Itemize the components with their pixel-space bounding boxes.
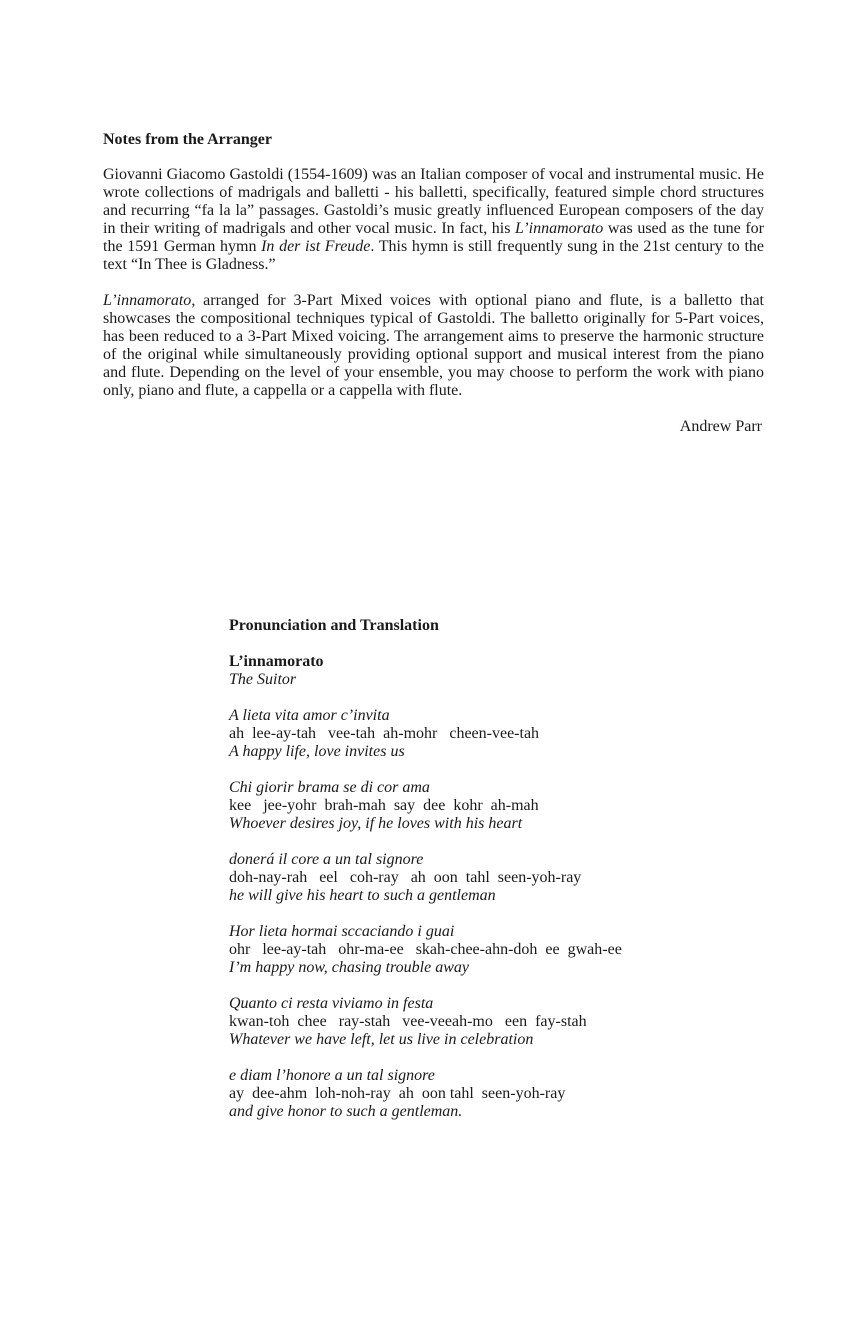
notes-p1-text-c: was used as the tune for the 1591 German hymn	[103, 220, 764, 255]
stanza-phonetic: kwan-toh chee ray-stah vee-veeah-mo een fay-stah	[229, 1013, 587, 1030]
stanza-phonetic: kee jee-yohr brah-mah say dee kohr ah-mah	[229, 797, 539, 814]
notes-p2-text-b: , arranged for 3-Part Mixed voices with optional piano and flute, is a balletto that showcases the compositional techniques typical of Gastoldi. The balletto originally for 5-Part voices, has been reduced to a 3-Part Mixed voicing. The arrangement aims to preserve the harmonic structure of the original while simultaneously providing optional support and musical interest from the piano and flute. Depending on the level of your ensemble, you may choose to perform the work with piano only, piano and flute, a cappella or a cappella with flute.	[103, 292, 764, 399]
notes-paragraph-2	[103, 292, 764, 400]
pronunciation-section	[229, 617, 749, 1139]
arranger-signature: Andrew Parr	[679, 418, 762, 435]
notes-paragraph-1	[103, 166, 764, 274]
stanza-phonetic: ah lee-ay-tah vee-tah ah-mohr cheen-vee-tah	[229, 725, 540, 742]
song-subtitle: The Suitor	[229, 671, 297, 688]
stanza-1	[229, 707, 749, 761]
stanza-italian: Hor lieta hormai sccaciando i guai	[229, 923, 455, 940]
stanza-3	[229, 851, 749, 905]
stanza-english: I’m happy now, chasing trouble away	[229, 959, 469, 976]
song-title-block	[229, 653, 749, 689]
stanza-4	[229, 923, 749, 977]
arranger-notes	[103, 131, 764, 436]
stanza-english: and give honor to such a gentleman.	[229, 1103, 463, 1120]
stanza-italian: Quanto ci resta viviamo in festa	[229, 995, 434, 1012]
stanza-english: A happy life, love invites us	[229, 743, 405, 760]
stanza-english: Whoever desires joy, if he loves with his heart	[229, 815, 523, 832]
stanza-italian: A lieta vita amor c’invita	[229, 707, 390, 724]
stanza-2	[229, 779, 749, 833]
stanza-english: he will give his heart to such a gentleman	[229, 887, 496, 904]
stanza-phonetic: ohr lee-ay-tah ohr-ma-ee skah-chee-ahn-doh ee gwah-ee	[229, 941, 622, 958]
notes-heading: Notes from the Arranger	[103, 131, 272, 148]
pronunciation-heading: Pronunciation and Translation	[229, 617, 439, 634]
stanza-italian: Chi giorir brama se di cor ama	[229, 779, 430, 796]
stanza-italian: donerá il core a un tal signore	[229, 851, 424, 868]
stanza-phonetic: ay dee-ahm loh-noh-ray ah oon tahl seen-yoh-ray	[229, 1085, 566, 1102]
stanza-phonetic: doh-nay-rah eel coh-ray ah oon tahl seen-yoh-ray	[229, 869, 582, 886]
song-title: L’innamorato	[229, 653, 324, 670]
notes-p1-text-e: . This hymn is still frequently sung in the 21st century to the text “In Thee is Gladness.”	[103, 238, 764, 273]
stanza-english: Whatever we have left, let us live in celebration	[229, 1031, 534, 1048]
notes-p1-work-title: L’innamorato	[515, 220, 604, 237]
stanza-5	[229, 995, 749, 1049]
notes-p2-work-title: L’innamorato	[103, 292, 192, 309]
stanza-italian: e diam l’honore a un tal signore	[229, 1067, 435, 1084]
stanza-6	[229, 1067, 749, 1121]
notes-p1-text-a: Giovanni Giacomo Gastoldi (1554-1609) was an Italian composer of vocal and instrumental music. He wrote collections of madrigals and balletti - his balletti, specifically, featured simple chord structures and recurring “fa la la” passages. Gastoldi’s music greatly influenced European composers of the day in their writing of madrigals and other vocal music. In fact, his	[103, 166, 764, 237]
notes-p1-hymn-title: In der ist Freude	[261, 238, 371, 255]
